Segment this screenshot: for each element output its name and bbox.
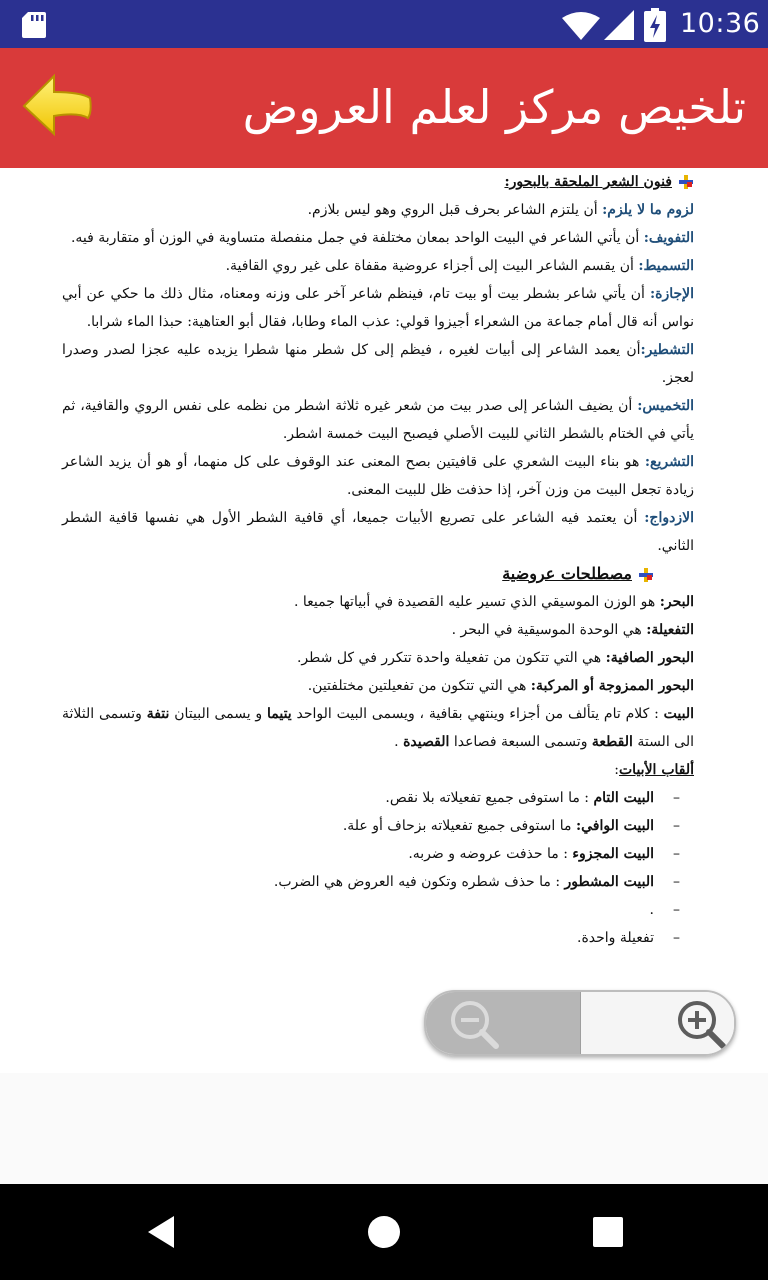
definition-text: هو الوزن الموسيقي الذي تسير عليه القصيدة في أبياتها جميعا . [294,594,660,610]
section-heading [62,168,694,196]
term: البيت الوافي: [575,818,654,834]
list-item [62,840,694,868]
app-bar [0,48,768,168]
definition-text: ما استوفى جميع تفعيلاته بزحاف أو علة. [342,818,576,834]
definition-text: وتسمى السبعة فصاعدا [449,734,592,750]
term: التسميط: [638,258,694,274]
definition-text: : كلام تام يتألف من أجزاء وينتهي بقافية ، ويسمى البيت الواحد [291,706,664,722]
term: البيت [663,706,694,722]
definition-text: أن يلتزم الشاعر بحرف قبل الروي وهو ليس بلازم. [307,202,603,218]
nav-back-icon[interactable] [142,1212,182,1252]
list-item [62,812,694,840]
definition-entry [62,448,694,504]
definition-entry [62,672,694,700]
bullet-marker-icon [678,174,694,190]
document-view[interactable] [0,168,768,1073]
definition-text: أن يضيف الشاعر إلى صدر بيت من شعر غيره ثلاثة اشطر من نظمه على نفس الروي والقافية، ثم يأتي في الختام بالشطر الثاني للبيت الأصلي فيصبح البيت خمسة اشطر. [62,398,694,442]
zoom-out-icon [440,992,510,1054]
term: التفعيلة: [646,622,694,638]
term: الإجازة: [649,286,694,302]
definition-text: أن يقسم الشاعر البيت إلى أجزاء عروضية مقفاة على غير روي القافية. [225,258,639,274]
sd-card-icon [22,12,46,38]
definition-text: هي التي تتكون من تفعيلتين مختلفتين. [307,678,531,694]
term: لزوم ما لا يلزم: [602,202,694,218]
definition-entry [62,700,694,756]
term: البيت المشطور [564,874,654,890]
navigation-bar [0,1184,768,1280]
definition-text: : ما حذف شطره وتكون فيه العروض هي الضرب. [273,874,565,890]
nav-recents-icon[interactable] [588,1212,628,1252]
document-page [62,168,694,952]
term: البيت المجزوء [572,846,654,862]
bold-term: نتفة [146,706,170,722]
definition-entry [62,504,694,560]
subheading-text: ألقاب الأبيات [619,762,694,778]
definition-entry [62,252,694,280]
definition-text: وتسمى الثلاثة الى الستة [62,706,694,750]
definition-text: و يسمى البيتان [169,706,267,722]
term: البحر: [659,594,694,610]
term: التخميس: [637,398,694,414]
term: التشطير: [640,342,694,358]
status-time: 10:36 [680,8,761,39]
definition-text: أن يعتمد فيه الشاعر على تصريع الأبيات جميعا، أي قافية الشطر الأول هي نفسها قافية الشطر الثاني. [62,510,694,554]
section-heading-text: مصطلحات عروضية [502,564,632,583]
definition-text: : ما حذفت عروضه و ضربه. [408,846,573,862]
zoom-in-icon [667,992,736,1054]
definition-entry [62,224,694,252]
bold-term: يتيما [267,706,292,722]
definition-text: : ما استوفى جميع تفعيلاته بلا نقص. [385,790,594,806]
wifi-icon [562,12,600,40]
subheading [62,756,694,784]
list-item [62,924,694,952]
definition-text: . [649,902,654,918]
definition-text: أن يعمد الشاعر إلى أبيات لغيره ، فيظم إلى كل شطر منها شطرا يزيده عليه عجزا لصدر وصدرا لعجز. [62,342,694,386]
definition-text: هي التي تتكون من تفعيلة واحدة تتكرر في كل شطر. [296,650,606,666]
definition-text: . [394,734,404,750]
definition-entry [62,196,694,224]
page-title: تلخيص مركز لعلم العروض [242,80,746,134]
zoom-out-button[interactable] [426,992,580,1054]
zoom-controls [424,990,736,1056]
blank-area [0,1073,768,1184]
subheading-colon: : [614,762,619,778]
term: البحور الممزوجة أو المركبة: [530,678,694,694]
term: التشريع: [644,454,694,470]
definition-entry [62,336,694,392]
definition-entry [62,644,694,672]
section-heading [62,560,694,588]
term: البحور الصافية: [605,650,694,666]
nav-home-icon[interactable] [364,1212,404,1252]
definition-entry [62,392,694,448]
definition-text: هي الوحدة الموسيقية في البحر . [451,622,647,638]
term: الازدواج: [644,510,694,526]
definition-text: تفعيلة واحدة. [577,930,654,946]
term: البيت التام [593,790,654,806]
zoom-in-button[interactable] [580,992,735,1054]
status-bar [0,0,768,48]
bold-term: القصيدة [403,734,450,750]
list-item [62,896,694,924]
definition-text: أن يأتي شاعر بشطر بيت أو بيت تام، فينظم شاعر آخر على وزنه ومعناه، مثال ذلك ما حكي عن أبي نواس أنه قال أمام جماعة من الشعراء أجيزوا قولي: عذب الماء وطابا، فقال أبو العتاهية: حبذا الماء شرابا. [62,286,694,330]
definition-entry [62,588,694,616]
section-heading-text: فنون الشعر الملحقة بالبحور: [504,174,672,190]
signal-icon [604,10,634,40]
definition-text: هو بناء البيت الشعري على قافيتين بصح المعنى عند الوقوف على كل منهما، أو هو أن يزيد الشاعر زيادة تجعل البيت من وزن آخر، إذا حذفت ظل للبيت المعنى. [62,454,694,498]
bold-term: القطعة [591,734,633,750]
definition-text: أن يأتي الشاعر في البيت الواحد بمعان مختلفة في جمل منفصلة متساوية في الوزن أو متقاربة فيه. [70,230,644,246]
bullet-marker-icon [638,567,654,583]
battery-charging-icon [644,8,666,42]
list-item [62,784,694,812]
back-arrow-icon[interactable] [20,72,94,140]
definition-entry [62,280,694,336]
list-item [62,868,694,896]
definition-entry [62,616,694,644]
term: التفويف: [643,230,694,246]
